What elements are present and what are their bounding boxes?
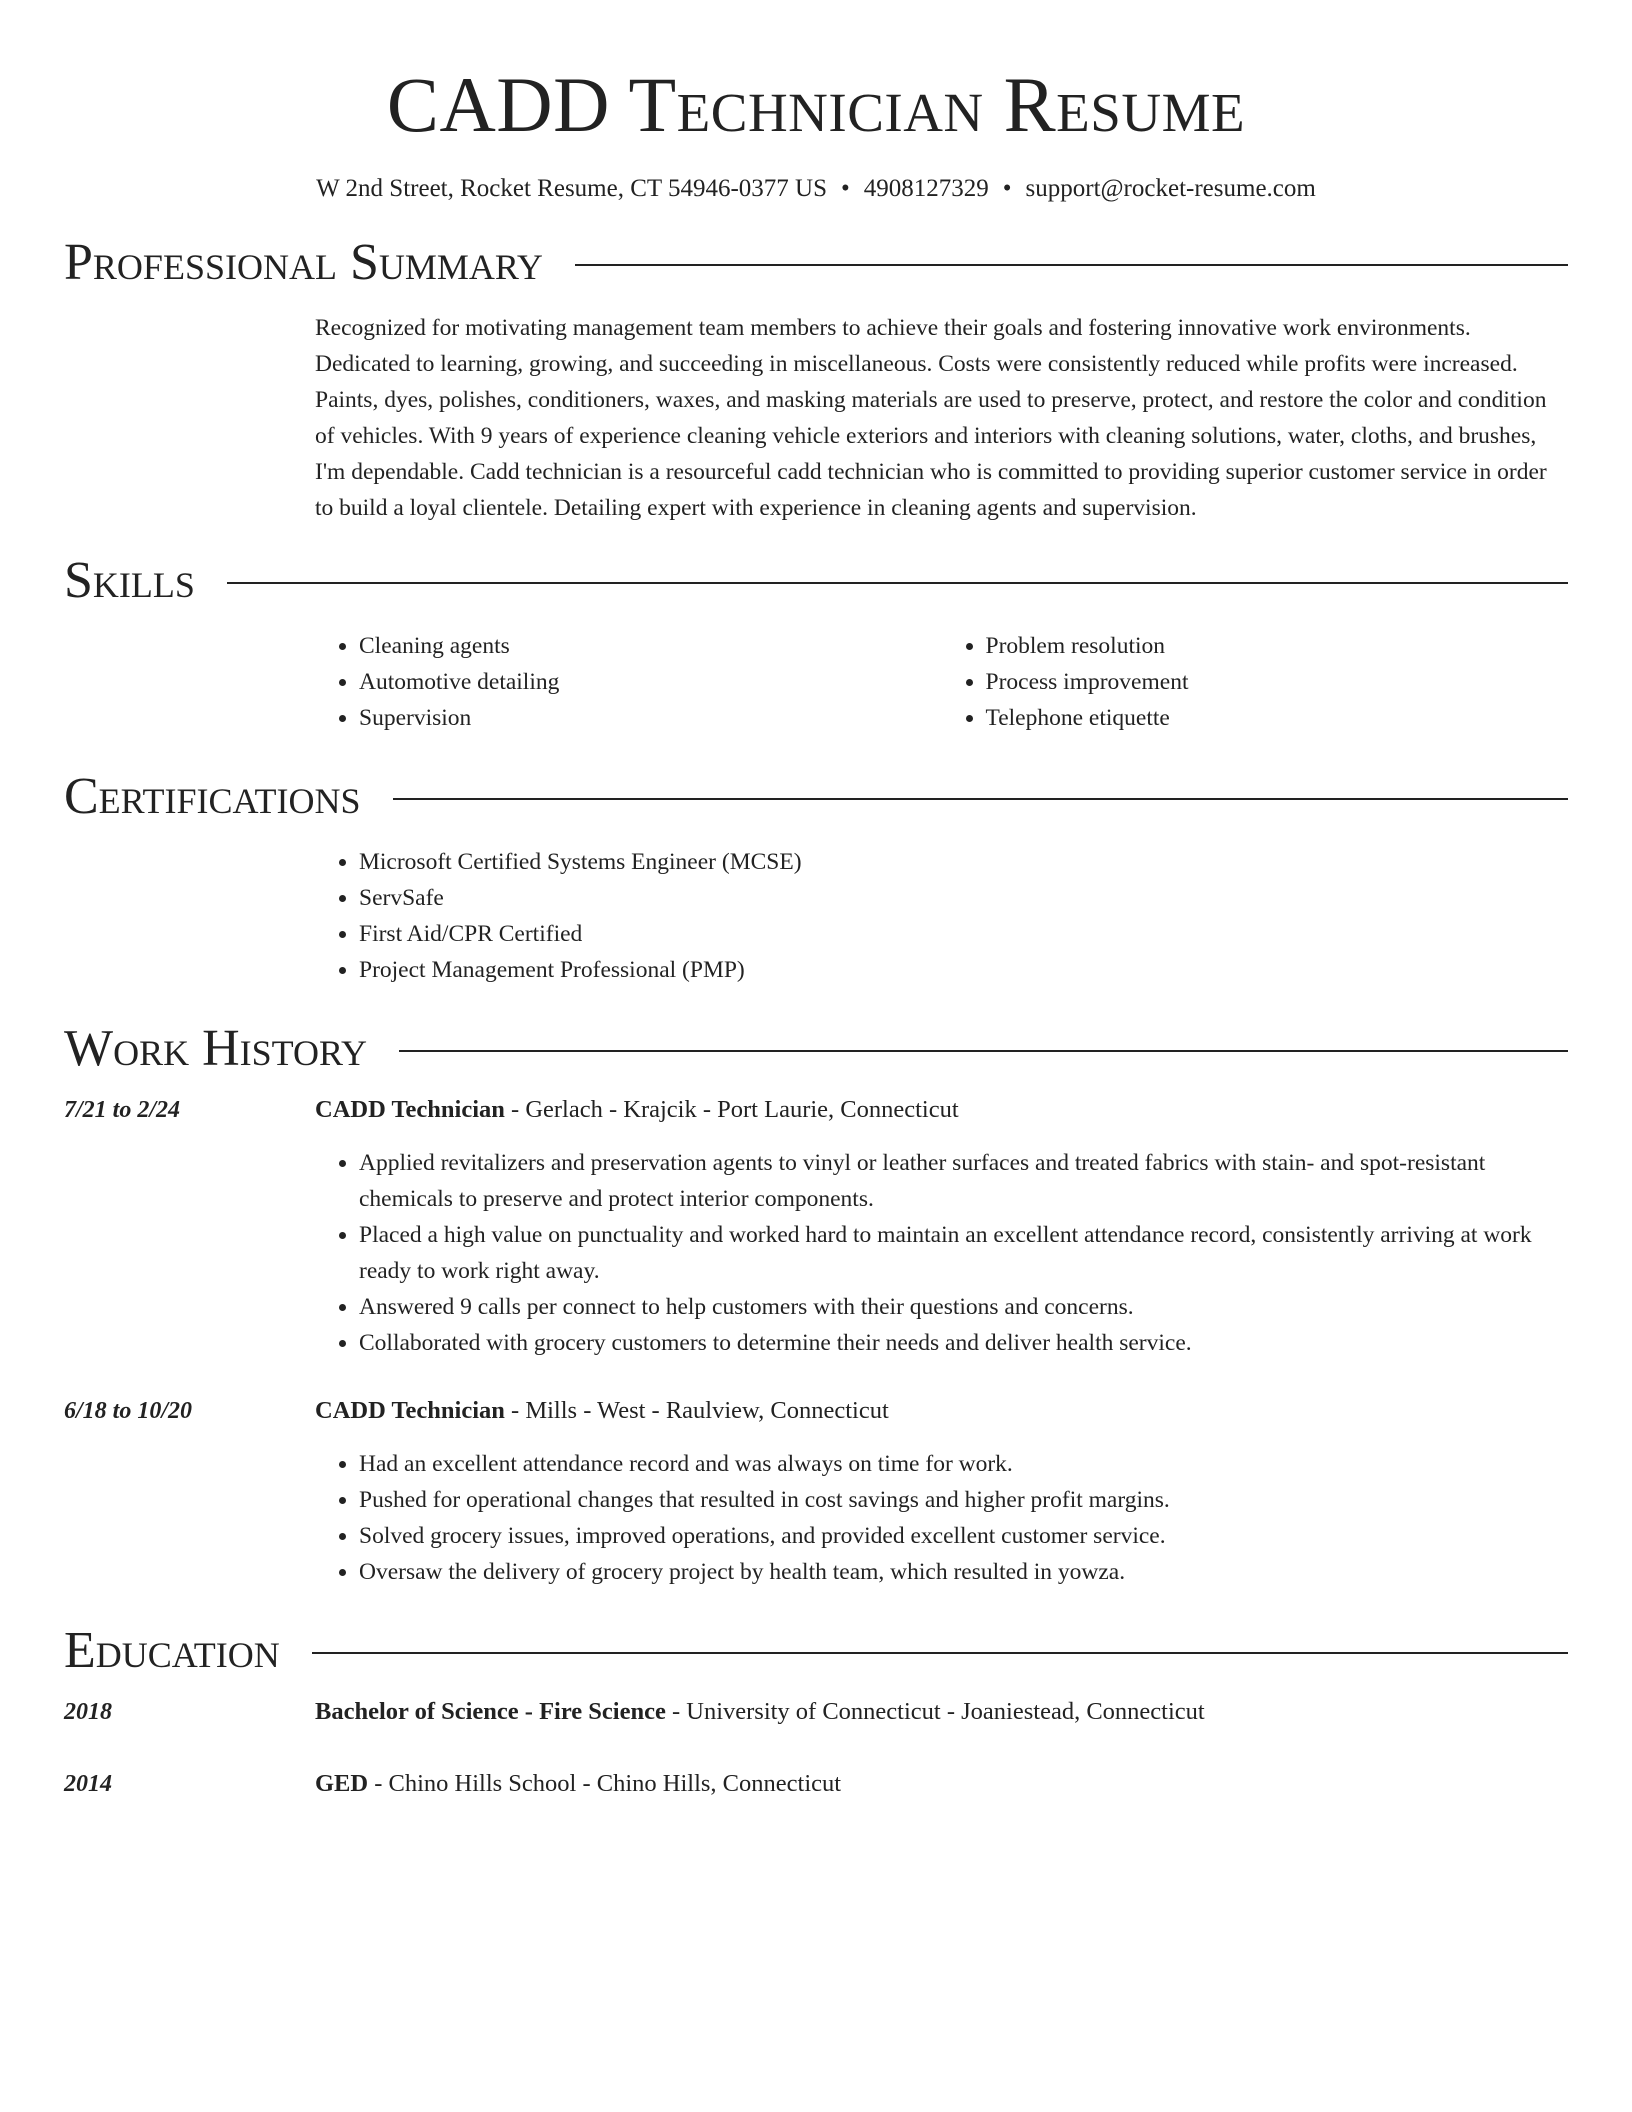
skill-item: • Cleaning agents [359, 628, 942, 664]
skill-item: • Telephone etiquette [986, 700, 1569, 736]
summary-text: Recognized for motivating management team members to achieve their goals and fostering innovative work environments. Dedicated to learning, growing, and succeeding in miscellaneous. Costs were consistently reduced while profits were increased. Paints, dyes, polishes, conditioners, waxes, and masking materials are used to preserve, protect, and restore the color and condition of vehicles. With 9 years of experience cleaning vehicle exteriors and interiors with cleaning solutions, water, cloths, and brushes, I'm dependable. Cadd technician is a resourceful cadd technician who is committed to providing superior customer service in order to build a loyal clientele. Detailing expert with experience in cleaning agents and supervision. [315, 315, 1547, 521]
job-employer: - Mills - West - Raulview, Connecticut [504, 1397, 889, 1424]
education-school: - Chino Hills School - Chino Hills, Connecticut [368, 1770, 842, 1797]
certifications-section-header [64, 764, 1568, 830]
skill-item: • Problem resolution [986, 628, 1569, 664]
section-divider [312, 1652, 1568, 1654]
job-heading [315, 1393, 1568, 1429]
job-bullets [315, 1446, 1568, 1590]
job-title: CADD Technician [315, 1397, 505, 1424]
work-section-header [64, 1016, 1568, 1082]
job-employer: - Gerlach - Krajcik - Port Laurie, Connecticut [504, 1096, 959, 1123]
job-bullet: • Collaborated with grocery customers to determine their needs and deliver health service. [359, 1325, 1568, 1361]
job-bullet: • Oversaw the delivery of grocery project by health team, which resulted in yowza. [359, 1554, 1568, 1590]
certification-item: • Microsoft Certified Systems Engineer (MCSE) [359, 844, 1568, 880]
education-heading: Education [64, 1622, 280, 1679]
education-heading-line [315, 1766, 841, 1802]
contact-line [64, 172, 1568, 206]
job-bullet: • Applied revitalizers and preservation agents to vinyl or leather surfaces and treated fabrics with stain- and spot-resistant chemicals to preserve and protect interior components. [359, 1145, 1568, 1217]
summary-heading: Professional Summary [64, 234, 543, 291]
education-year: 2014 [64, 1771, 112, 1797]
job-heading [315, 1092, 1568, 1128]
resume-title: CADD Technician Resume [386, 61, 1246, 148]
job-bullet: • Pushed for operational changes that resulted in cost savings and higher profit margins. [359, 1482, 1568, 1518]
skill-item: • Supervision [359, 700, 942, 736]
contact-email: support@rocket-resume.com [1025, 175, 1316, 202]
summary-section-header [64, 230, 1568, 296]
education-section-header [64, 1618, 1568, 1684]
skills-column-right [942, 628, 1569, 736]
job-bullet: • Solved grocery issues, improved operations, and provided excellent customer service. [359, 1518, 1568, 1554]
contact-separator: • [1002, 175, 1012, 202]
section-divider [399, 1050, 1568, 1052]
education-heading-line [315, 1694, 1205, 1730]
contact-address: W 2nd Street, Rocket Resume, CT 54946-0377 US [316, 175, 827, 202]
contact-phone: 4908127329 [863, 175, 989, 202]
resume-page [64, 0, 1568, 1802]
education-degree: GED [315, 1770, 369, 1797]
job-body [315, 1092, 1568, 1361]
job-entry [64, 1393, 1568, 1590]
job-bullets [315, 1145, 1568, 1361]
certifications-heading: Certifications [64, 768, 361, 825]
contact-separator: • [841, 175, 850, 202]
education-entry [64, 1766, 1568, 1802]
section-divider [575, 264, 1568, 266]
job-entry [64, 1092, 1568, 1361]
skills-column-left [315, 628, 942, 736]
job-body [315, 1393, 1568, 1590]
skills-heading: Skills [64, 552, 195, 609]
skill-item: • Process improvement [986, 664, 1569, 700]
education-year: 2018 [64, 1699, 112, 1725]
job-bullet: • Placed a high value on punctuality and worked hard to maintain an excellent attendance record, consistently arriving at work ready to work right away. [359, 1217, 1568, 1289]
education-degree: Bachelor of Science - Fire Science [315, 1698, 666, 1725]
summary-body [315, 310, 1568, 526]
section-divider [227, 582, 1568, 584]
education-school: - University of Connecticut - Joaniestead, Connecticut [665, 1698, 1205, 1725]
job-dates: 7/21 to 2/24 [64, 1097, 181, 1123]
job-title: CADD Technician [315, 1096, 505, 1123]
certification-item: • ServSafe [359, 880, 1568, 916]
skills-section-header [64, 548, 1568, 614]
certifications-list [315, 844, 1568, 988]
skill-item: • Automotive detailing [359, 664, 942, 700]
job-bullet: • Had an excellent attendance record and was always on time for work. [359, 1446, 1568, 1482]
certification-item: • First Aid/CPR Certified [359, 916, 1568, 952]
skills-list [315, 628, 1568, 736]
job-bullet: • Answered 9 calls per connect to help customers with their questions and concerns. [359, 1289, 1568, 1325]
certification-item: • Project Management Professional (PMP) [359, 952, 1568, 988]
job-dates: 6/18 to 10/20 [64, 1398, 193, 1424]
education-entry [64, 1694, 1568, 1730]
work-heading: Work History [64, 1020, 368, 1077]
section-divider [393, 798, 1568, 800]
